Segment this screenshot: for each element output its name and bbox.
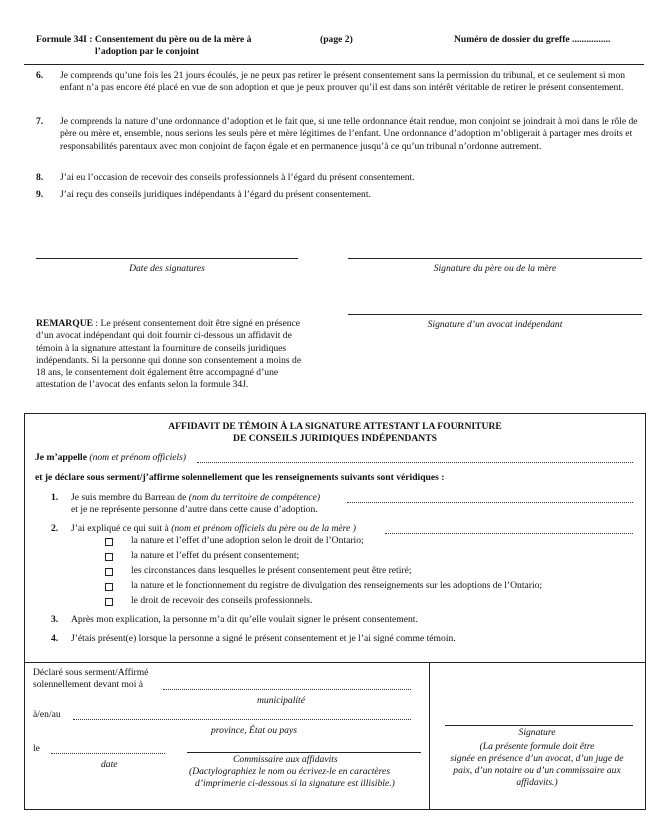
name-row [35,452,186,464]
signature-note-line3: paix, d’un notaire ou d’un commissaire aux [453,765,621,776]
checkbox-withdrawal[interactable] [105,568,113,576]
paragraph-1 [71,492,320,504]
paragraph-number: 1. [51,492,59,503]
signature-note-line2: signée en présence d’un avocat, d’un juge de [450,753,624,764]
paragraph-2 [71,523,356,535]
paragraph-2-text: J’ai expliqué ce qui suit à [71,523,169,534]
checkbox-registry[interactable] [105,583,113,591]
sworn-line1: Déclaré sous serment/Affirmé [33,667,149,678]
paragraph-number: 2. [51,523,59,534]
checklist-item: la nature et l’effet du présent consentement; [131,550,300,561]
date-caption: date [101,759,118,770]
name-field[interactable] [197,462,633,463]
paragraph-1-continued: et je ne représente personne d’autre dans cette cause d’adoption. [71,504,318,515]
signature-note-line1: (La présente formule doit être [479,741,595,752]
lawyer-signature-line[interactable] [348,314,642,315]
clause-number: 6. [36,70,44,81]
parent-name-hint: (nom et prénom officiels du père ou de la mère ) [171,523,356,534]
clause-number: 9. [36,189,44,200]
form-title [36,34,296,59]
parent-signature-caption: Signature du père ou de la mère [433,263,557,274]
checklist-item: la nature et le fonctionnement du registre de divulgation des renseignements sur les adoptions de l’Ontario; [131,580,543,591]
affidavit-section [24,413,646,664]
jurat-section [24,662,646,810]
commissioner-caption: Commissaire aux affidavits [233,754,338,765]
checkbox-consent-effect[interactable] [105,553,113,561]
parent-name-field[interactable] [385,533,633,534]
name-label: Je m’appelle [35,452,87,463]
at-label: à/en/au [33,709,61,720]
signature-note-line4: affidavits.) [516,777,558,788]
clause-number: 7. [36,116,44,127]
checkbox-adoption-effect[interactable] [105,538,113,546]
commissioner-note-line2: d’imprimerie ci-dessous si la signature est illisible.) [195,778,395,789]
affidavit-title-line2: DE CONSEILS JURIDIQUES INDÉPENDANTS [233,433,437,445]
lawyer-signature-caption: Signature d’un avocat indépendant [427,319,563,330]
clause-text: Je comprends la nature d’une ordonnance d’adoption et le fait que, si une telle ordonnance était rendue, mon conjoint se joindrait à moi dans le rôle de père ou mère et, ensemble, nous serions les seuls père et mère légitimes de l’enfant. Une ordonnance d’adoption m’obligerait à partager mes droits et responsabilités parentaux avec mon conjoint de façon égale et en permanence jusqu’à ce qu’un tribunal n’ordonne autrement. [60,116,638,152]
form-title-line1: Formule 34I : Consentement du père ou de la mère à [36,34,252,45]
affidavit-title [25,421,645,446]
header-divider [24,64,644,65]
court-file-number: Numéro de dossier du greffe ................ [454,34,611,45]
declaration-text: et je déclare sous serment/j’affirme solennellement que les renseignements suivants sont véridiques : [35,472,445,483]
remark-text: : Le présent consentement doit être signé en présence d’un avocat indépendant qui doit fournir ci-dessous un affidavit de témoin à la signature attestant la fourniture de conseils juridiques indépendants. Si la personne qui donne son consentement a moins de 18 ans, le consentement doit également être accompagné d’une attestation de l’avocat des enfants selon la formule 34J. [36,318,302,391]
checklist-item: les circonstances dans lesquelles le présent consentement peut être retiré; [131,565,412,576]
page-number: (page 2) [320,34,353,45]
clause-number: 8. [36,172,44,183]
form-title-line2: l’adoption par le conjoint [95,46,200,58]
clause-text: J’ai eu l’occasion de recevoir des conseils professionnels à l’égard du présent consentement. [60,172,415,183]
clause-8 [36,172,642,184]
date-signature-line[interactable] [36,258,298,259]
paragraph-1-text: Je suis membre du Barreau de [71,492,187,503]
province-caption: province, État ou pays [211,725,297,736]
municipality-field[interactable] [163,689,411,690]
clause-7 [36,116,642,153]
affidavit-title-line1: AFFIDAVIT DE TÉMOIN À LA SIGNATURE ATTESTANT LA FOURNITURE [168,421,502,432]
paragraph-4: J’étais présent(e) lorsque la personne a signé le présent consentement et je l’ai signé comme témoin. [71,633,456,644]
signature-caption: Signature [518,727,556,738]
checklist-item: le droit de recevoir des conseils professionnels. [131,595,313,606]
commissioner-note-line1: (Dactylographiez le nom ou écrivez-le en caractères [189,766,391,777]
clause-text: J’ai reçu des conseils juridiques indépendants à l’égard du présent consentement. [60,189,371,200]
remark-label: REMARQUE [36,318,94,329]
checklist-item: la nature et l’effet d’une adoption selon le droit de l’Ontario; [131,535,364,546]
clause-9 [36,189,642,201]
deponent-signature-line[interactable] [445,725,633,726]
remark-note [36,318,306,392]
municipality-caption: municipalité [257,695,305,706]
paragraph-number: 4. [51,633,59,644]
sworn-line2: solennellement devant moi à [33,679,144,690]
jurisdiction-hint: (nom du territoire de compétence) [188,492,321,503]
clause-text: Je comprends qu’une fois les 21 jours écoulés, je ne peux pas retirer le présent consentement sans la permission du tribunal, et ce seulement si mon enfant n’a pas encore été placé en vue de son adoption et que je peux prouver qu’il est dans son intérêt véritable de retirer le présent consentement. [60,70,626,94]
commissioner-signature-line[interactable] [187,752,421,753]
province-field[interactable] [73,719,411,720]
paragraph-3: Après mon explication, la personne m’a dit qu’elle voulait signer le présent consentement. [71,614,418,625]
le-label: le [33,743,40,754]
jurisdiction-field[interactable] [347,502,633,503]
name-hint: (nom et prénom officiels) [89,452,187,463]
parent-signature-line[interactable] [348,258,642,259]
date-signature-caption: Date des signatures [129,263,205,274]
clause-6 [36,70,642,95]
paragraph-number: 3. [51,614,59,625]
date-field[interactable] [51,753,165,754]
checkbox-professional-advice[interactable] [105,598,113,606]
